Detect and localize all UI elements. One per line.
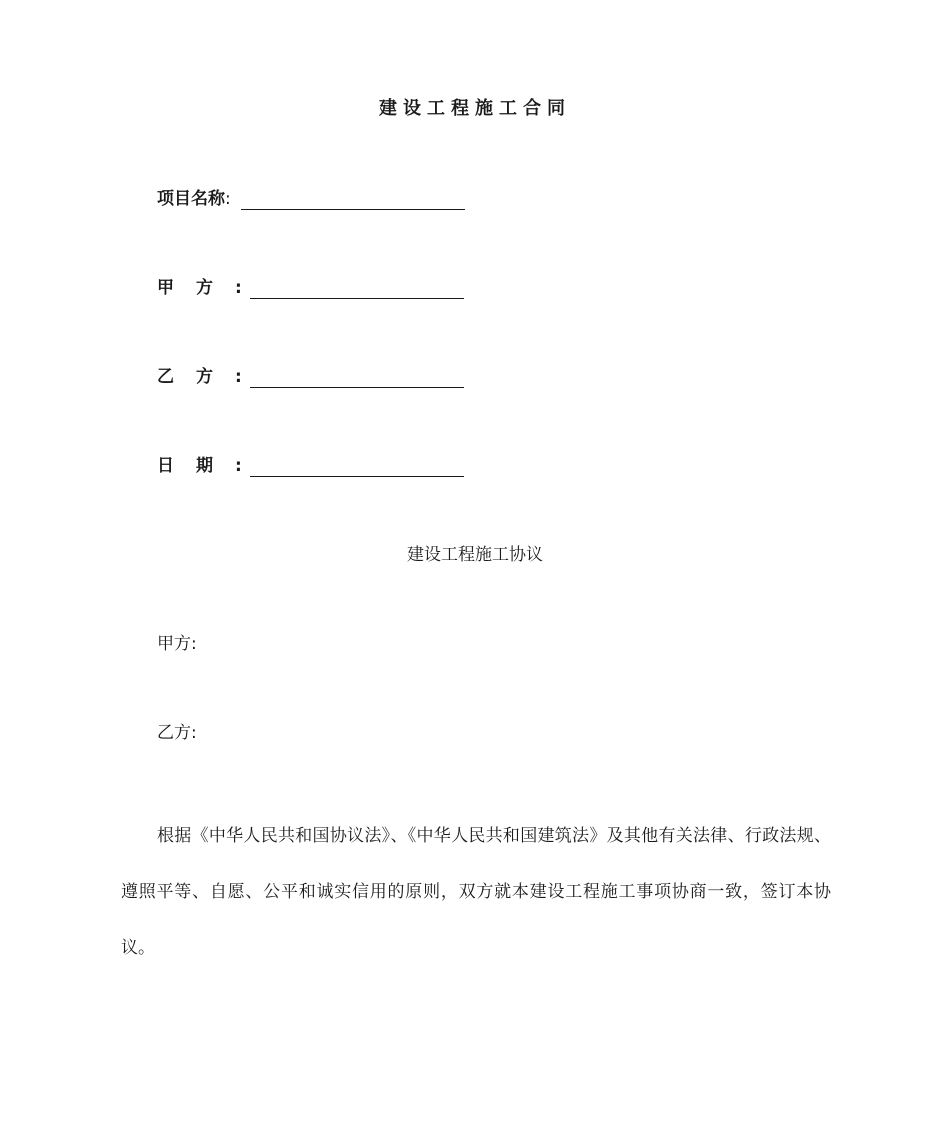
party-a-label: 甲方 (157, 278, 235, 298)
body-paragraph: 根据《中华人民共和国协议法》、《中华人民共和国建筑法》及其他有关法律、行政法规、遵照平等、自愿、公平和诚实信用的原则，双方就本建设工程施工事项协商一致，签订本协议。 (121, 826, 831, 958)
project-name-colon: : (225, 189, 231, 209)
agreement-title: 建设工程施工协议 (407, 545, 543, 565)
document-title: 建设工程施工合同 (379, 98, 571, 119)
project-name-label: 项目名称 (157, 189, 225, 209)
party-b-blank[interactable] (250, 387, 464, 388)
party-a-colon: : (235, 278, 242, 298)
date-blank[interactable] (250, 476, 464, 477)
party-b-line: 乙方: (157, 723, 197, 743)
date-field (157, 453, 464, 479)
party-a-line: 甲方: (157, 634, 197, 654)
party-a-field (157, 275, 464, 301)
party-a-blank[interactable] (250, 298, 464, 299)
party-b-field (157, 364, 464, 390)
party-b-label: 乙方 (157, 367, 235, 387)
party-b-colon: : (235, 367, 242, 387)
date-colon: : (235, 456, 242, 476)
date-label: 日期 (157, 456, 235, 476)
project-name-blank[interactable] (241, 209, 465, 210)
project-name-field (157, 186, 465, 212)
